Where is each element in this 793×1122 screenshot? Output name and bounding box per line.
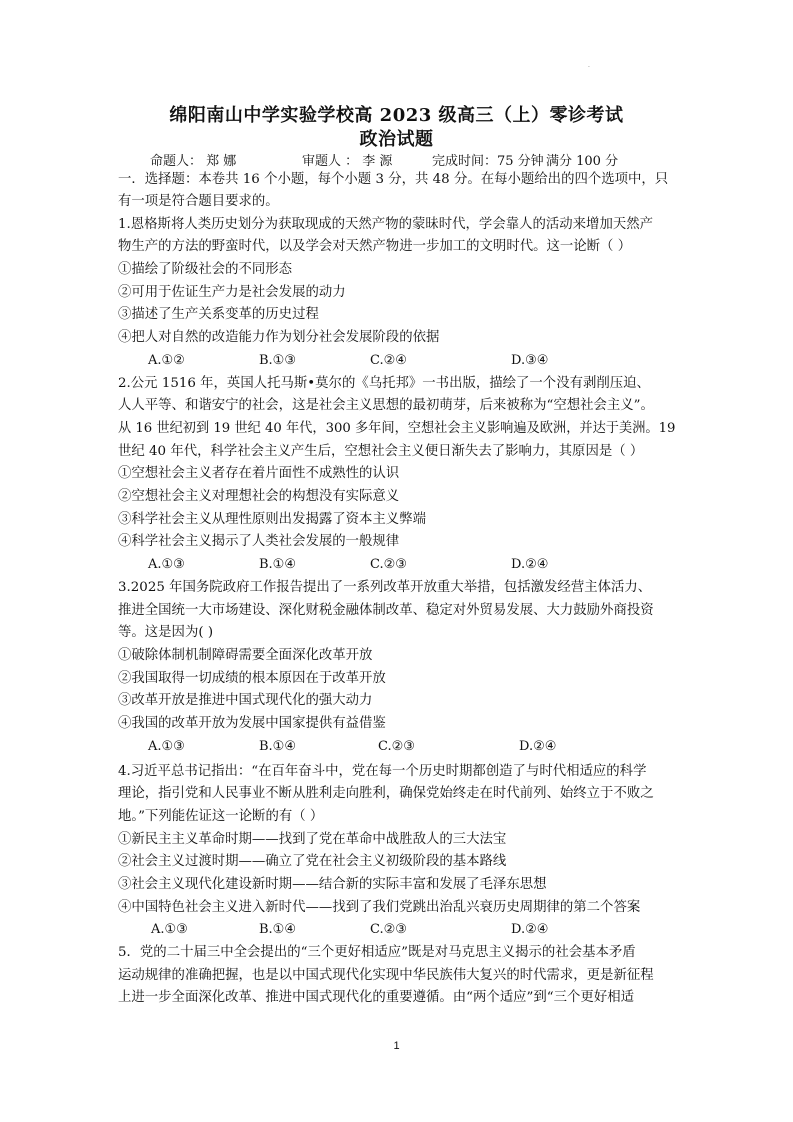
statement: ②空想社会主义对理想社会的构想没有实际意义 <box>118 489 400 504</box>
statement: ②可用于佐证生产力是社会发展的动力 <box>118 285 346 300</box>
option-c: C.②③ <box>370 922 407 937</box>
option-a: A.①③ <box>148 557 185 572</box>
exam-title: 绵阳南山中学实验学校高 2023 级高三（上）零诊考试 <box>169 105 624 126</box>
statement: ③科学社会主义从理性原则出发揭露了资本主义弊端 <box>118 512 426 527</box>
section-instructions: 一．选择题：本卷共 16 个小题，每个小题 3 分，共 48 分。在每小题给出的四个选项中，只 <box>118 172 669 187</box>
option-c: C.②③ <box>370 557 407 572</box>
option-d: D.③④ <box>511 353 549 368</box>
statement: ①新民主主义革命时期——找到了党在革命中战胜敌人的三大法宝 <box>118 832 507 847</box>
page-number: 1 <box>393 1040 400 1052</box>
question-text: 推进全国统一大市场建设、深化财税金融体制改革、稳定对外贸易发展、大力鼓励外商投资 <box>118 603 654 618</box>
statement: ④把人对自然的改造能力作为划分社会发展阶段的依据 <box>118 330 440 345</box>
statement: ②我国取得一切成绩的根本原因在于改革开放 <box>118 671 386 686</box>
exam-subtitle: 政治试题 <box>359 129 434 150</box>
statement: ①描绘了阶级社会的不同形态 <box>118 262 293 277</box>
question-text: 4.习近平总书记指出：“在百年奋斗中，党在每一个历史时期都创造了与时代相适应的科学 <box>118 764 647 779</box>
statement: ①破除体制机制障碍需要全面深化改革开放 <box>118 648 373 663</box>
statement: ②社会主义过渡时期——确立了党在社会主义初级阶段的基本路线 <box>118 854 507 869</box>
option-d: D.②④ <box>519 739 557 754</box>
question-text: 2.公元 1516 年，英国人托马斯•莫尔的《乌托邦》一书出版，描绘了一个没有剥削压迫、 <box>118 376 650 391</box>
option-d: D.②④ <box>511 922 549 937</box>
question-text: 从 16 世纪初到 19 世纪 40 年代，300 多年间，空想社会主义影响遍及欧洲，并达于美洲。19 <box>118 421 676 436</box>
option-b: B.①④ <box>259 922 296 937</box>
option-d: D.②④ <box>511 557 549 572</box>
full-score: 满分 100 分 <box>546 154 619 169</box>
option-a: A.①③ <box>151 922 188 937</box>
question-text: 世纪 40 年代，科学社会主义产生后，空想社会主义便日渐失去了影响力，其原因是（ ） <box>118 444 644 459</box>
statement: ①空想社会主义者存在着片面性不成熟性的认识 <box>118 466 400 481</box>
option-b: B.①③ <box>259 353 296 368</box>
option-c: C.②④ <box>370 353 407 368</box>
question-text: 上进一步全面深化改革、推进中国式现代化的重要遵循。由“两个适应”到“三个更好相适 <box>118 990 634 1005</box>
question-text: 人人平等、和谐安宁的社会，这是社会主义思想的最初萌芽，后来被称为“空想社会主义”。 <box>118 398 654 413</box>
author: 命题人： 郑 娜 <box>150 154 237 169</box>
question-text: 5．党的二十届三中全会提出的“三个更好相适应”既是对马克思主义揭示的社会基本矛盾 <box>118 945 636 960</box>
question-text: 运动规律的准确把握，也是以中国式现代化实现中华民族伟大复兴的时代需求，更是新征程 <box>118 968 654 983</box>
option-a: A.①② <box>148 353 185 368</box>
question-text: 理论，指引党和人民事业不断从胜利走向胜利，确保党始终走在时代前列、始终立于不败之 <box>118 786 654 801</box>
option-c: C.②③ <box>378 739 415 754</box>
statement: ③描述了生产关系变革的历史过程 <box>118 307 319 322</box>
question-text: 等。这是因为( ) <box>118 625 214 640</box>
exam-meta <box>150 150 618 169</box>
statement: ④中国特色社会主义进入新时代——找到了我们党跳出治乱兴衰历史周期律的第二个答案 <box>118 900 641 915</box>
question-text: 物生产的方法的野蛮时代，以及学会对天然产物进一步加工的文明时代。这一论断（ ） <box>118 239 632 254</box>
statement: ③改革开放是推进中国式现代化的强大动力 <box>118 693 373 708</box>
question-text: 1.恩格斯将人类历史划分为获取现成的天然产物的蒙昧时代，学会靠人的活动来增加天然产 <box>118 217 654 232</box>
statement: ③社会主义现代化建设新时期——结合新的实际丰富和发展了毛泽东思想 <box>118 877 547 892</box>
option-b: B.①④ <box>259 557 296 572</box>
question-text: 3.2025 年国务院政府工作报告提出了一系列改革开放重大举措，包括激发经营主体活力、 <box>118 580 652 595</box>
question-text: 地。”下列能佐证这一论断的有（ ） <box>118 809 324 824</box>
time-limit: 完成时间：75 分钟 <box>432 154 544 169</box>
option-b: B.①④ <box>259 739 296 754</box>
statement: ④我国的改革开放为发展中国家提供有益借鉴 <box>118 716 386 731</box>
option-a: A.①③ <box>148 739 185 754</box>
section-instructions: 有一项是符合题目要求的。 <box>118 194 279 209</box>
reviewer: 审题人 ： 李 源 <box>302 154 393 169</box>
statement: ④科学社会主义揭示了人类社会发展的一般规律 <box>118 534 400 549</box>
scan-mark: · <box>588 64 590 71</box>
